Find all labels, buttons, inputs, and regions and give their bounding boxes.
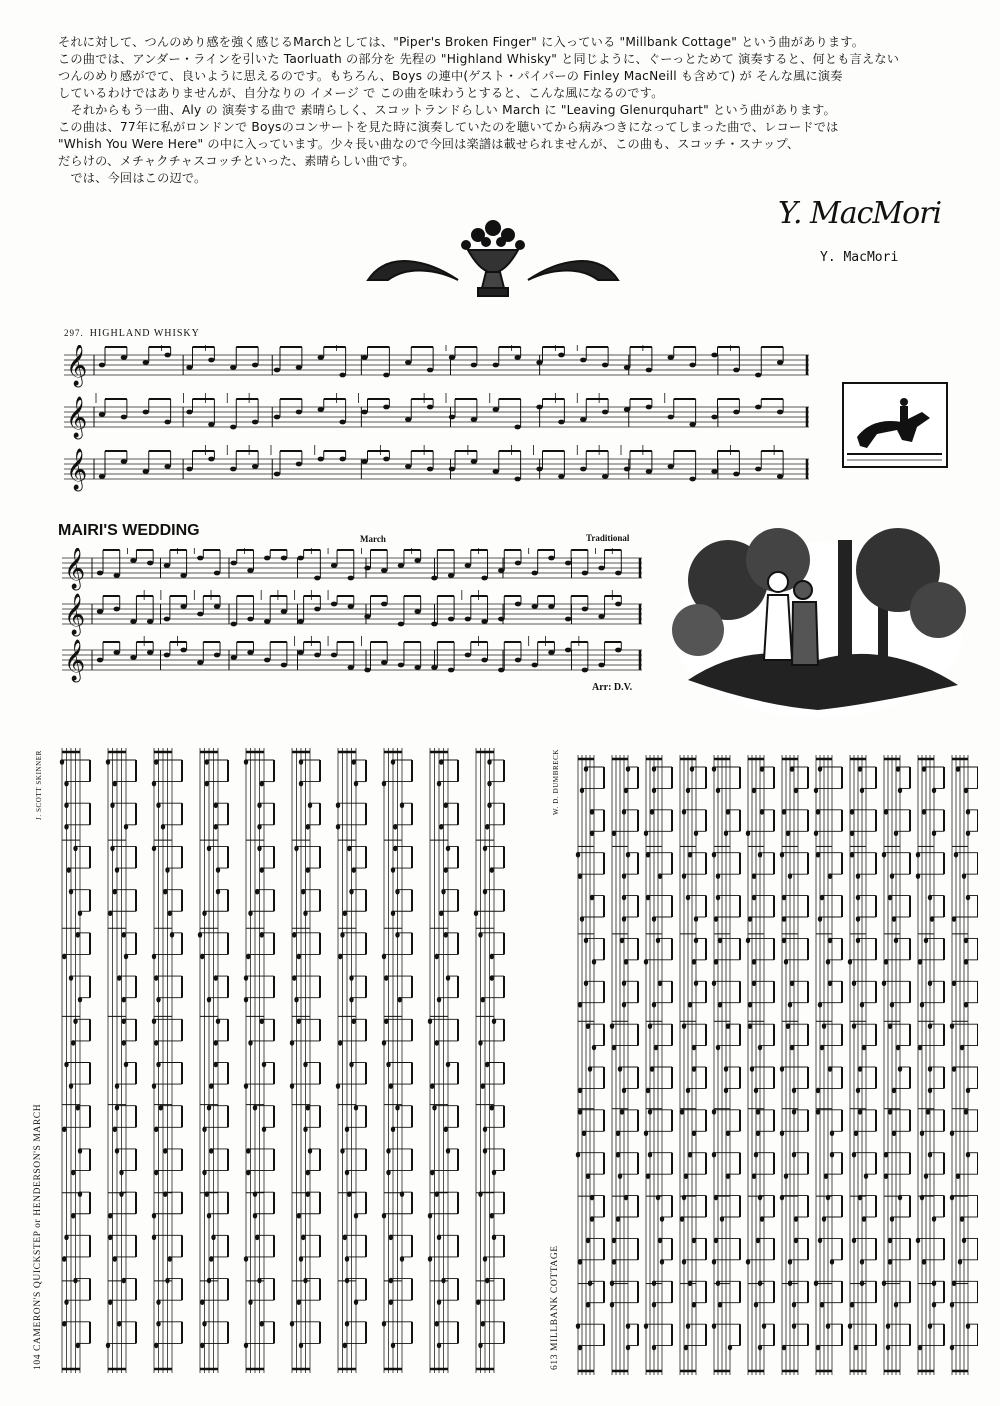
note-head: [689, 422, 695, 427]
note-head: [602, 474, 608, 479]
svg-text:𝄞: 𝄞: [64, 640, 86, 680]
note-head: [318, 457, 324, 462]
staff-line-group: [62, 636, 642, 682]
note-head: [405, 360, 411, 365]
note-head: [147, 650, 153, 655]
staff-line-group: [336, 748, 366, 1373]
note-head: [414, 558, 420, 563]
staff-line-group: [474, 748, 504, 1373]
staff-line-group: [712, 755, 740, 1375]
note-head: [471, 363, 477, 368]
note-head: [164, 563, 170, 568]
note-head: [777, 360, 783, 365]
note-head: [208, 457, 214, 462]
woodcut-couple-illustration: [668, 520, 968, 720]
note-head: [624, 467, 630, 472]
note-head: [414, 665, 420, 670]
note-head: [197, 660, 203, 665]
memo-line: それからもう一曲、Aly の 演奏する曲で 素晴らしく、スコットランドらしい March に "Leaving Glenurquhart" という曲があります。: [58, 103, 836, 117]
note-head: [281, 663, 287, 668]
note-head: [97, 609, 103, 614]
note-head: [339, 373, 345, 378]
note-head: [281, 556, 287, 561]
note-head: [598, 614, 604, 619]
note-head: [624, 365, 630, 370]
note-head: [427, 368, 433, 373]
note-head: [230, 467, 236, 472]
note-head: [733, 368, 739, 373]
note-head: [493, 469, 499, 474]
note-head: [214, 604, 220, 609]
note-head: [274, 415, 280, 420]
typed-signature: Y. MacMori: [820, 250, 899, 265]
note-head: [465, 617, 471, 622]
note-head: [296, 462, 302, 467]
note-head: [252, 363, 258, 368]
note-head: [296, 365, 302, 370]
memo-line: この曲は、77年に私がロンドンで Boysのコンサートを見た時に演奏していたのを聴いてから病みつきになってしまった曲で、レコードでは: [58, 120, 839, 134]
note-head: [164, 653, 170, 658]
note-head: [208, 358, 214, 363]
note-head: [114, 607, 120, 612]
note-head: [143, 360, 149, 365]
note-head: [147, 561, 153, 566]
staff-line-group: [882, 755, 910, 1375]
note-head: [230, 425, 236, 430]
note-head: [668, 415, 674, 420]
note-head: [247, 650, 253, 655]
note-head: [558, 420, 564, 425]
note-head: [264, 658, 270, 663]
staff-line-group: [64, 345, 809, 387]
note-head: [197, 556, 203, 561]
note-head: [331, 563, 337, 568]
highland-whisky-score: [64, 345, 812, 505]
svg-text:𝄞: 𝄞: [66, 345, 88, 385]
arranger-label: Arr: D.V.: [592, 682, 633, 693]
note-head: [130, 655, 136, 660]
staff-line-group: [106, 748, 136, 1373]
staff-line-group: [814, 755, 842, 1375]
staff-line-group: [680, 755, 706, 1375]
note-head: [381, 602, 387, 607]
note-head: [414, 609, 420, 614]
note-head: [427, 467, 433, 472]
urn-ornament-icon: [358, 210, 628, 300]
note-head: [99, 474, 105, 479]
staff-line-group: [644, 755, 672, 1375]
note-head: [531, 571, 537, 576]
memo-line: それに対して、つんのめり感を強く感じるMarchとしては、"Piper's Broken Finger" に入っている "Millbank Cottage" という曲があります。: [58, 35, 865, 49]
note-head: [514, 425, 520, 430]
note-head: [498, 568, 504, 573]
note-head: [602, 363, 608, 368]
staff-line-group: [916, 755, 944, 1375]
note-head: [536, 467, 542, 472]
note-head: [381, 660, 387, 665]
note-head: [121, 459, 127, 464]
tempo-label: March: [360, 534, 386, 544]
note-head: [164, 353, 170, 358]
staff-line-group: [64, 445, 809, 491]
note-head: [361, 410, 367, 415]
note-head: [689, 363, 695, 368]
note-head: [99, 412, 105, 417]
note-head: [598, 566, 604, 571]
note-head: [580, 417, 586, 422]
note-head: [515, 602, 521, 607]
note-head: [314, 607, 320, 612]
note-head: [498, 668, 504, 673]
staff-line-group: [290, 748, 320, 1373]
note-head: [448, 668, 454, 673]
mairis-wedding-title: MAIRI'S WEDDING: [58, 522, 200, 539]
note-head: [405, 417, 411, 422]
note-head: [231, 622, 237, 627]
note-head: [431, 576, 437, 581]
note-head: [381, 568, 387, 573]
note-head: [536, 405, 542, 410]
note-head: [361, 355, 367, 360]
note-head: [114, 573, 120, 578]
note-head: [498, 617, 504, 622]
staff-line-group: [198, 748, 228, 1373]
memo-text: [58, 34, 948, 187]
note-head: [99, 363, 105, 368]
note-head: [147, 619, 153, 624]
note-head: [383, 457, 389, 462]
note-head: [348, 604, 354, 609]
memo-line: この曲では、アンダー・ラインを引いた Taorluath の部分を 先程の "Highland Whisky" と同じように、ぐーっとためて 演奏すると、何とも言えない: [58, 52, 900, 66]
note-head: [274, 472, 280, 477]
note-head: [348, 665, 354, 670]
note-head: [548, 604, 554, 609]
note-head: [364, 566, 370, 571]
handwritten-signature: Y. MacMori: [778, 196, 942, 231]
note-head: [465, 563, 471, 568]
note-head: [711, 469, 717, 474]
note-head: [582, 607, 588, 612]
note-head: [448, 617, 454, 622]
note-head: [180, 604, 186, 609]
note-head: [471, 459, 477, 464]
highland-whisky-title: [64, 328, 200, 339]
note-head: [565, 648, 571, 653]
note-head: [711, 353, 717, 358]
note-head: [668, 355, 674, 360]
memo-line: "Whish You Were Here" の中に入っています。少々長い曲なので今回は楽譜は載せられませんが、この曲も、スコッチ・スナップ、: [58, 137, 800, 151]
note-head: [777, 410, 783, 415]
note-head: [143, 410, 149, 415]
note-head: [398, 563, 404, 568]
note-head: [143, 469, 149, 474]
note-head: [214, 571, 220, 576]
tune-number: 297.: [64, 328, 84, 338]
note-head: [558, 353, 564, 358]
note-head: [383, 405, 389, 410]
mairis-wedding-score: [62, 548, 644, 688]
memo-line: つんのめり感がでて、良いように思えるのです。もちろん、Boys の連中(ゲスト・パイパーの Finley MacNeill も含めて) が そんな風に演奏: [58, 69, 843, 83]
note-head: [214, 653, 220, 658]
note-head: [383, 373, 389, 378]
note-head: [121, 355, 127, 360]
staff-line-group: [428, 748, 458, 1373]
note-head: [318, 407, 324, 412]
note-head: [481, 658, 487, 663]
millbank-cottage-title: 613 MILLBANK COTTAGE: [550, 1245, 560, 1370]
note-head: [580, 358, 586, 363]
note-head: [164, 420, 170, 425]
note-head: [186, 365, 192, 370]
note-head: [264, 619, 270, 624]
note-head: [252, 420, 258, 425]
camerons-quickstep-title: 104 CAMERON'S QUICKSTEP or HENDERSON'S MARCH: [33, 1103, 43, 1370]
camerons-quickstep-score: [50, 748, 520, 1378]
svg-text:𝄞: 𝄞: [64, 594, 86, 634]
staff-line-group: [848, 755, 876, 1375]
note-head: [598, 663, 604, 668]
note-head: [331, 602, 337, 607]
note-head: [711, 415, 717, 420]
note-head: [493, 363, 499, 368]
note-head: [558, 474, 564, 479]
staff-line-group: [62, 548, 642, 590]
memo-line: だらけの、メチャクチャスコッチといった、素晴らしい曲です。: [58, 154, 415, 168]
note-head: [536, 360, 542, 365]
millbank-composer: W. D. DUMBRECK: [552, 748, 560, 815]
note-head: [314, 653, 320, 658]
note-head: [264, 556, 270, 561]
note-head: [615, 571, 621, 576]
note-head: [186, 410, 192, 415]
note-head: [197, 612, 203, 617]
note-head: [646, 405, 652, 410]
note-head: [231, 655, 237, 660]
note-head: [531, 663, 537, 668]
origin-label: Traditional: [586, 533, 630, 543]
staff-line-group: [62, 590, 642, 636]
svg-text:𝄞: 𝄞: [64, 548, 86, 588]
staff-line-group: [746, 755, 774, 1375]
note-head: [318, 355, 324, 360]
note-head: [646, 469, 652, 474]
note-head: [180, 573, 186, 578]
svg-text:𝄞: 𝄞: [66, 449, 88, 489]
note-head: [208, 422, 214, 427]
note-head: [274, 368, 280, 373]
note-head: [668, 464, 674, 469]
staff-line-group: [152, 748, 182, 1373]
note-head: [314, 576, 320, 581]
note-head: [580, 467, 586, 472]
svg-text:𝄞: 𝄞: [66, 397, 88, 437]
note-head: [252, 464, 258, 469]
note-head: [548, 650, 554, 655]
note-head: [514, 355, 520, 360]
staff-line-group: [244, 748, 274, 1373]
note-head: [164, 464, 170, 469]
note-head: [493, 407, 499, 412]
note-head: [97, 571, 103, 576]
note-head: [331, 653, 337, 658]
note-head: [449, 355, 455, 360]
note-head: [689, 477, 695, 482]
note-head: [297, 556, 303, 561]
note-head: [565, 617, 571, 622]
note-head: [364, 668, 370, 673]
note-head: [431, 622, 437, 627]
note-head: [121, 415, 127, 420]
staff-line-group: [382, 748, 412, 1373]
note-head: [247, 617, 253, 622]
staff-line-group: [950, 755, 978, 1375]
note-head: [602, 410, 608, 415]
note-head: [646, 368, 652, 373]
note-head: [582, 571, 588, 576]
note-head: [296, 410, 302, 415]
note-head: [164, 617, 170, 622]
note-head: [515, 658, 521, 663]
note-head: [615, 648, 621, 653]
staff-line-group: [64, 393, 809, 439]
note-head: [481, 619, 487, 624]
note-head: [364, 614, 370, 619]
staff-line-group: [60, 748, 90, 1373]
staff-line-group: [610, 755, 638, 1375]
note-head: [548, 556, 554, 561]
note-head: [481, 576, 487, 581]
tune-name: HIGHLAND WHISKY: [89, 328, 200, 339]
note-head: [777, 474, 783, 479]
note-head: [405, 464, 411, 469]
note-head: [733, 410, 739, 415]
note-head: [755, 405, 761, 410]
note-head: [449, 415, 455, 420]
note-head: [565, 561, 571, 566]
note-head: [471, 417, 477, 422]
note-head: [339, 420, 345, 425]
note-head: [448, 573, 454, 578]
note-head: [361, 459, 367, 464]
note-head: [733, 472, 739, 477]
note-head: [531, 604, 537, 609]
note-head: [755, 467, 761, 472]
note-head: [297, 650, 303, 655]
note-head: [339, 457, 345, 462]
horse-rider-illustration: [842, 382, 948, 468]
note-head: [398, 663, 404, 668]
note-head: [230, 365, 236, 370]
camerons-composer: J. SCOTT SKINNER: [35, 750, 43, 820]
note-head: [348, 576, 354, 581]
note-head: [97, 658, 103, 663]
note-head: [624, 407, 630, 412]
memo-line: しているわけではありませんが、自分なりの イメージ で この曲を味わうとすると、こんな風になるのです。: [58, 86, 664, 100]
note-head: [180, 648, 186, 653]
note-head: [515, 561, 521, 566]
note-head: [130, 558, 136, 563]
note-head: [514, 477, 520, 482]
note-head: [431, 665, 437, 670]
note-head: [247, 568, 253, 573]
note-head: [615, 602, 621, 607]
note-head: [465, 653, 471, 658]
note-head: [755, 373, 761, 378]
note-head: [281, 609, 287, 614]
note-head: [231, 561, 237, 566]
note-head: [398, 622, 404, 627]
millbank-cottage-score: [566, 755, 978, 1380]
staff-line-group: [780, 755, 808, 1375]
memo-line: では、今回はこの辺で。: [58, 171, 207, 185]
note-head: [427, 405, 433, 410]
staff-line-group: [576, 755, 604, 1375]
note-head: [114, 650, 120, 655]
note-head: [449, 467, 455, 472]
note-head: [186, 467, 192, 472]
note-head: [582, 668, 588, 673]
note-head: [297, 619, 303, 624]
note-head: [130, 619, 136, 624]
